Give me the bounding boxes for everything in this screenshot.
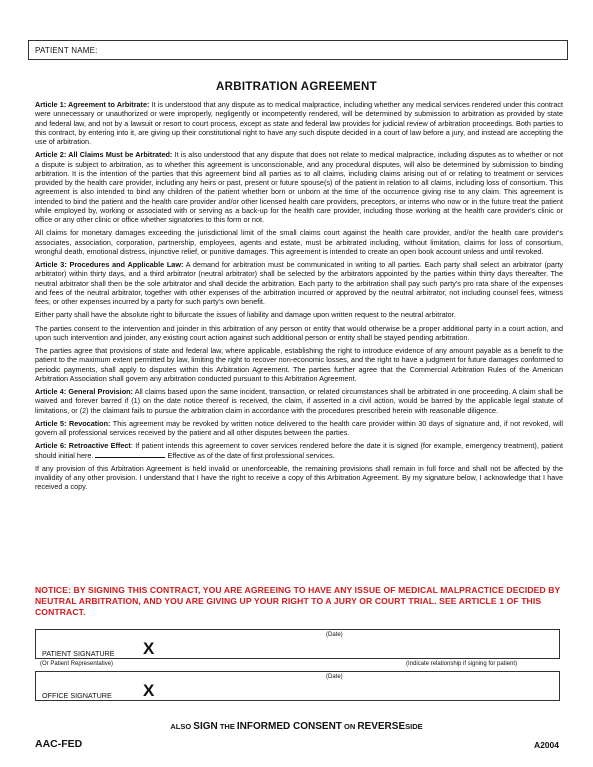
patient-signature-field[interactable] <box>35 629 560 659</box>
paragraph-monetary: All claims for monetary damages exceeding the jurisdictional limit of the small claims court against the health care provider, and/or the health care provider's associates, association, corporation, partnership, employees, agents and estate, must be arbitrated including, without limitation, claims for loss of consortium, wrongful death, emotional distress, injunctive relief, or punitive damages. This agreement is intended to create an open book account unless and until revoked. <box>35 228 563 256</box>
patient-name-label: PATIENT NAME: <box>35 46 98 55</box>
article-2-text: It is also understood that any dispute that does not relate to medical malpractice, including disputes as to whether or not a dispute is subject to arbitration, as to whether this agreement is unconscionable, and any procedural disputes, will also be determined by submission to binding arbitration. It is the intention of the parties that this agreement bind all parties as to all claims, including claims arising out of or relating to treatment or services provided by the health care provider, including any heirs or past, present or future spouse(s) of the patient in relation to all claims, including loss of consortium. This agreement is also intended to bind any children of the patient whether born or unborn at the time of the occurrence giving rise to any claim. This agreement is intended to bind the patient and the health care provider and/or other licensed health care providers, preceptors, or interns who now or in the future treat the patient while employed by, working or associated with or serving as a back-up for the health care provider, including those working at the health care provider's clinic or office or any other clinic or office whether signatories to this form or not. <box>35 150 563 224</box>
footer-side: SIDE <box>405 722 423 731</box>
date-label: (Date) <box>326 632 343 638</box>
article-2-heading: Article 2: All Claims Must be Arbitrated: <box>35 150 173 160</box>
notice-warning: NOTICE: BY SIGNING THIS CONTRACT, YOU ARE AGREEING TO HAVE ANY ISSUE OF MEDICAL MALPRACTICE DECIDED BY NEUTRAL ARBITRATION, AND YOU ARE GIVING UP YOUR RIGHT TO A JURY OR COURT TRIAL. SEE ARTICLE 1 OF THIS CONTRACT. <box>35 585 561 617</box>
article-6-text-a: : If patient intends this agreement to cover services rendered before the date it is signed (for example, emergency treatment), patient should initial here. <box>35 441 563 460</box>
article-2 <box>35 150 563 224</box>
article-3 <box>35 260 563 306</box>
footer-sign: SIGN <box>193 721 218 732</box>
paragraph-intervention: The parties consent to the intervention and joinder in this arbitration of any person or entity that would otherwise be a proper additional party in a court action, and upon such intervention and joinder, any existing court action against such additional person or entity shall be stayed pending arbitration. <box>35 323 563 342</box>
article-1-heading: Article 1: Agreement to Arbitrate: <box>35 100 150 109</box>
footer-informed-consent: INFORMED CONSENT <box>236 721 342 732</box>
form-code: AAC-FED <box>35 738 83 750</box>
reverse-side-instruction <box>0 716 593 734</box>
paragraph-provisions: The parties agree that provisions of state and federal law, where applicable, establishing the right to introduce evidence of any amount payable as a benefit to the patient to the maximum extent permitted by law, limiting the right to recover non-economic losses, and the right to have a judgment for future damages conformed to periodic payments, shall apply to disputes within this Arbitration Agreement. The parties further agree that the Commercial Arbitration Rules of the American Arbitration Association shall govern any arbitration conducted pursuant to this Arbitration Agreement. <box>35 346 563 383</box>
article-6 <box>35 441 563 460</box>
paragraph-bifurcate: Either party shall have the absolute right to bifurcate the issues of liability and damage upon written request to the neutral arbitrator. <box>35 310 456 320</box>
article-3-heading: Article 3: Procedures and Applicable Law: <box>35 260 184 269</box>
initial-field[interactable] <box>95 451 165 458</box>
agreement-body <box>35 100 563 496</box>
signature-mark: X <box>143 639 155 658</box>
patient-signature-label: PATIENT SIGNATURE <box>42 649 115 658</box>
article-1-text: It is understood that any dispute as to medical malpractice, including whether any medical services rendered under this contract were unnecessary or unauthorized or were improperly, negligently or incompetently rendered, will be determined by submission to arbitration as provided by state and federal law, and not by a lawsuit or resort to court process, except as state and federal law provides for judicial review of arbitration proceedings. Both parties to this contract, by entering into it, are giving up their constitutional right to have any such dispute decided in a court of law before a jury, and instead are accepting the use of arbitration. <box>35 100 563 146</box>
form-version: A2004 <box>533 740 559 750</box>
patient-name-field[interactable] <box>28 40 568 60</box>
article-4-heading: Article 4: General Provision: <box>35 387 133 396</box>
relationship-note: (Indicate relationship if signing for patient) <box>406 661 518 667</box>
article-5-text: This agreement may be revoked by written notice delivered to the health care provider within 30 days of signature and, if not revoked, will govern all professional services received by the patient and all other disputes between the parties. <box>35 418 563 437</box>
footer-the: THE <box>217 722 237 731</box>
article-1 <box>35 100 563 146</box>
patient-representative-note: (Or Patient Representative) <box>40 661 114 667</box>
article-3-text: A demand for arbitration must be communicated in writing to all parties. Each party shall select an arbitrator (party arbitrator) within thirty days, and a third arbitrator (neutral arbitrator) shall be selected by the arbitrators appointed by the parties within thirty days thereafter. The neutral arbitrator shall then be the sole arbitrator and shall decide the arbitration. Each party to the arbitration shall pay such party's pro rata share of the expenses and fees of the neutral arbitrator, together with other expenses of the arbitration incurred or approved by the neutral arbitrator, not including counsel fees, witness fees, or other expenses incurred by a party for such party's own benefit. <box>35 260 563 306</box>
article-4 <box>35 387 563 415</box>
paragraph-invalid: If any provision of this Arbitration Agreement is held invalid or unenforceable, the remaining provisions shall remain in full force and shall not be affected by the invalidity of any other provision. I understand that I have the right to receive a copy of this Arbitration Agreement. By my signature below, I acknowledge that I have received a copy. <box>35 463 563 492</box>
article-5 <box>35 419 563 438</box>
footer-on: ON <box>341 722 358 731</box>
office-signature-label: OFFICE SIGNATURE <box>42 691 112 700</box>
article-6-heading: Article 6: Retroactive Effect <box>35 441 131 451</box>
date-label: (Date) <box>326 674 343 680</box>
article-5-heading: Article 5: Revocation: <box>35 418 111 428</box>
footer-reverse: REVERSE <box>357 721 406 732</box>
article-6-text-b: Effective as of the date of first professional services. <box>165 450 335 460</box>
footer-also: ALSO <box>170 722 194 731</box>
page-title: ARBITRATION AGREEMENT <box>216 81 377 93</box>
article-4-text: All claims based upon the same incident, transaction, or related circumstances shall be arbitrated in one proceeding. A claim shall be waived and forever barred if (1) on the date notice thereof is received, the claim, if asserted in a civil action, would be barred by the applicable legal statute of limitations, or (2) the claimant fails to pursue the arbitration claim in accordance with the procedures prescribed herein with reasonable diligence. <box>35 387 563 415</box>
office-signature-field[interactable] <box>35 671 560 701</box>
signature-mark: X <box>143 681 155 700</box>
